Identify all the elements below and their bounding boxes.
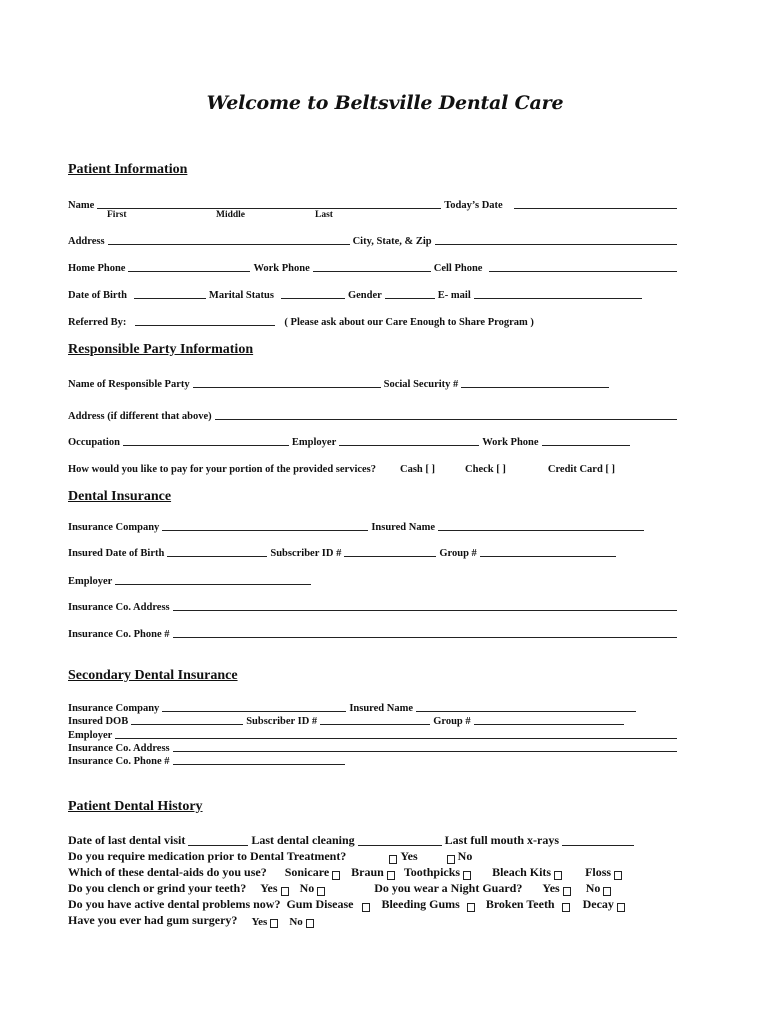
sec-address-label: Insurance Co. Address (68, 743, 170, 754)
dental-aids-row (68, 864, 680, 880)
sec-insured-name-field[interactable] (416, 701, 636, 712)
night-guard-no-checkbox[interactable] (603, 887, 611, 896)
medication-question: Do you require medication prior to Dental Treatment? (68, 849, 347, 863)
name-field[interactable] (97, 198, 441, 209)
ins-employer-label: Employer (68, 576, 113, 587)
last-xray-field[interactable] (562, 835, 634, 846)
responsible-address-label: Address (if different that above) (68, 411, 212, 422)
bleeding-gums-label: Bleeding Gums (381, 897, 460, 911)
aid-braun-checkbox[interactable] (387, 871, 395, 880)
patient-info-heading: Patient Information (68, 162, 188, 177)
responsible-party-heading: Responsible Party Information (68, 342, 254, 357)
sec-dob-field[interactable] (131, 714, 243, 725)
responsible-address-row (68, 408, 680, 422)
insured-name-label: Insured Name (371, 522, 435, 533)
last-visit-label: Date of last dental visit (68, 833, 186, 847)
aid-floss-checkbox[interactable] (614, 871, 622, 880)
ins-phone-row (68, 626, 680, 640)
decay-checkbox[interactable] (617, 903, 625, 912)
cell-phone-field[interactable] (489, 261, 677, 272)
sec-employer-field[interactable] (115, 728, 677, 739)
aid-sonicare-checkbox[interactable] (332, 871, 340, 880)
sec-group-field[interactable] (474, 714, 624, 725)
bleeding-gums-checkbox[interactable] (467, 903, 475, 912)
aid-toothpicks-label: Toothpicks (403, 865, 461, 879)
email-label: E- mail (437, 290, 471, 301)
subscriber-id-field[interactable] (344, 546, 436, 557)
insured-name-field[interactable] (438, 520, 644, 531)
referral-program-note: ( Please ask about our Care Enough to Share Program ) (284, 317, 534, 328)
group-label: Group # (439, 548, 477, 559)
clench-no-label: No (299, 881, 315, 895)
payment-question: How would you like to pay for your portion of the provided services? (68, 464, 377, 475)
pay-cash-option[interactable]: Cash [ ] (400, 464, 436, 475)
gum-surgery-no-label: No (289, 916, 303, 928)
cell-phone-label: Cell Phone (433, 263, 483, 274)
name-row (68, 197, 680, 211)
responsible-work-phone-label: Work Phone (482, 437, 539, 448)
last-visit-row (68, 832, 680, 848)
dental-history-heading: Patient Dental History (68, 799, 203, 814)
clench-row (68, 880, 680, 896)
clench-no-checkbox[interactable] (317, 887, 325, 896)
aid-bleach-label: Bleach Kits (492, 865, 552, 879)
sec-company-row (68, 702, 680, 714)
dob-label: Date of Birth (68, 290, 127, 301)
subscriber-id-label: Subscriber ID # (270, 548, 342, 559)
sec-subscriber-field[interactable] (320, 714, 430, 725)
dob-row (68, 287, 680, 301)
address-label: Address (68, 236, 105, 247)
todays-date-field[interactable] (514, 198, 677, 209)
sec-dob-row (68, 715, 680, 727)
ins-address-field[interactable] (173, 600, 677, 611)
todays-date-label: Today’s Date (444, 200, 503, 211)
sec-employer-row (68, 729, 680, 741)
work-phone-label: Work Phone (253, 263, 310, 274)
medication-yes-checkbox[interactable] (389, 855, 397, 864)
ins-address-row (68, 599, 680, 613)
clench-question: Do you clench or grind your teeth? (68, 881, 247, 895)
payment-row (68, 461, 680, 475)
clench-yes-checkbox[interactable] (281, 887, 289, 896)
home-phone-field[interactable] (128, 261, 250, 272)
name-label: Name (68, 200, 95, 211)
ins-address-label: Insurance Co. Address (68, 602, 170, 613)
dental-aids-question: Which of these dental-aids do you use? (68, 865, 267, 879)
ins-phone-field[interactable] (173, 627, 677, 638)
medication-no-checkbox[interactable] (447, 855, 455, 864)
medication-yes-label: Yes (400, 849, 418, 863)
referred-by-field[interactable] (135, 315, 275, 326)
gum-disease-label: Gum Disease (286, 897, 354, 911)
ssn-label: Social Security # (383, 379, 459, 390)
responsible-name-field[interactable] (193, 377, 381, 388)
sec-employer-label: Employer (68, 730, 113, 741)
ins-employer-row (68, 573, 680, 587)
city-state-zip-field[interactable] (435, 234, 677, 245)
dob-field[interactable] (134, 288, 206, 299)
work-phone-field[interactable] (313, 261, 431, 272)
sec-subscriber-label: Subscriber ID # (246, 716, 318, 727)
address-field[interactable] (108, 234, 350, 245)
sec-phone-field[interactable] (173, 754, 345, 765)
gum-surgery-no-checkbox[interactable] (306, 919, 314, 928)
occupation-label: Occupation (68, 437, 120, 448)
aid-toothpicks-checkbox[interactable] (463, 871, 471, 880)
sec-address-row (68, 742, 680, 754)
gum-surgery-question: Have you ever had gum surgery? (68, 913, 238, 927)
occupation-field[interactable] (123, 435, 289, 446)
aid-sonicare-label: Sonicare (284, 865, 330, 879)
sec-company-field[interactable] (162, 701, 346, 712)
responsible-name-row (68, 376, 680, 390)
employer-field[interactable] (339, 435, 479, 446)
broken-teeth-label: Broken Teeth (485, 897, 555, 911)
referred-row (68, 314, 680, 328)
aid-braun-label: Braun (351, 865, 384, 879)
sub-label-middle: Middle (216, 210, 246, 220)
insurance-company-label: Insurance Company (68, 522, 160, 533)
medication-no-label: No (457, 849, 473, 863)
email-field[interactable] (474, 288, 642, 299)
sec-group-label: Group # (433, 716, 471, 727)
sub-label-first: First (107, 210, 127, 220)
address-row (68, 233, 680, 247)
broken-teeth-checkbox[interactable] (562, 903, 570, 912)
last-cleaning-label: Last dental cleaning (251, 833, 355, 847)
dental-insurance-heading: Dental Insurance (68, 489, 172, 504)
insured-dob-label: Insured Date of Birth (68, 548, 165, 559)
gender-field[interactable] (385, 288, 435, 299)
sec-company-label: Insurance Company (68, 703, 160, 714)
group-field[interactable] (480, 546, 616, 557)
gum-surgery-yes-label: Yes (251, 916, 268, 928)
sub-label-last: Last (315, 210, 333, 220)
night-guard-yes-checkbox[interactable] (563, 887, 571, 896)
active-problems-row (68, 896, 680, 912)
sec-dob-label: Insured DOB (68, 716, 129, 727)
insurance-company-field[interactable] (162, 520, 368, 531)
responsible-name-label: Name of Responsible Party (68, 379, 190, 390)
page-title: Welcome to Beltsville Dental Care (206, 92, 564, 114)
medication-row (68, 848, 680, 864)
gum-disease-checkbox[interactable] (362, 903, 370, 912)
sec-address-field[interactable] (173, 741, 677, 752)
pay-credit-option[interactable]: Credit Card [ ] (547, 464, 616, 475)
responsible-work-phone-field[interactable] (542, 435, 630, 446)
last-cleaning-field[interactable] (358, 835, 442, 846)
ssn-field[interactable] (461, 377, 609, 388)
night-guard-no-label: No (585, 881, 601, 895)
gum-surgery-row (68, 912, 680, 928)
last-visit-field[interactable] (188, 835, 248, 846)
city-state-zip-label: City, State, & Zip (352, 236, 432, 247)
home-phone-label: Home Phone (68, 263, 126, 274)
marital-status-label: Marital Status (208, 290, 274, 301)
aid-floss-label: Floss (585, 865, 612, 879)
insurance-company-row (68, 519, 680, 533)
pay-check-option[interactable]: Check [ ] (465, 464, 506, 475)
referred-by-label: Referred By: (68, 317, 127, 328)
decay-label: Decay (582, 897, 614, 911)
secondary-insurance-heading: Secondary Dental Insurance (68, 668, 238, 683)
ins-phone-label: Insurance Co. Phone # (68, 629, 170, 640)
insured-dob-row (68, 545, 680, 559)
sec-phone-label: Insurance Co. Phone # (68, 756, 170, 767)
night-guard-yes-label: Yes (542, 881, 560, 895)
responsible-address-field[interactable] (215, 409, 677, 420)
employer-label: Employer (291, 437, 337, 448)
active-problems-question: Do you have active dental problems now? (68, 897, 281, 911)
last-xray-label: Last full mouth x-rays (444, 833, 560, 847)
gum-surgery-yes-checkbox[interactable] (270, 919, 278, 928)
sec-insured-name-label: Insured Name (349, 703, 413, 714)
gender-label: Gender (347, 290, 382, 301)
insured-dob-field[interactable] (167, 546, 267, 557)
aid-bleach-checkbox[interactable] (554, 871, 562, 880)
phones-row (68, 260, 680, 274)
night-guard-question: Do you wear a Night Guard? (374, 881, 523, 895)
marital-status-field[interactable] (281, 288, 345, 299)
occupation-row (68, 434, 680, 448)
ins-employer-field[interactable] (115, 574, 311, 585)
clench-yes-label: Yes (260, 881, 278, 895)
sec-phone-row (68, 755, 680, 767)
